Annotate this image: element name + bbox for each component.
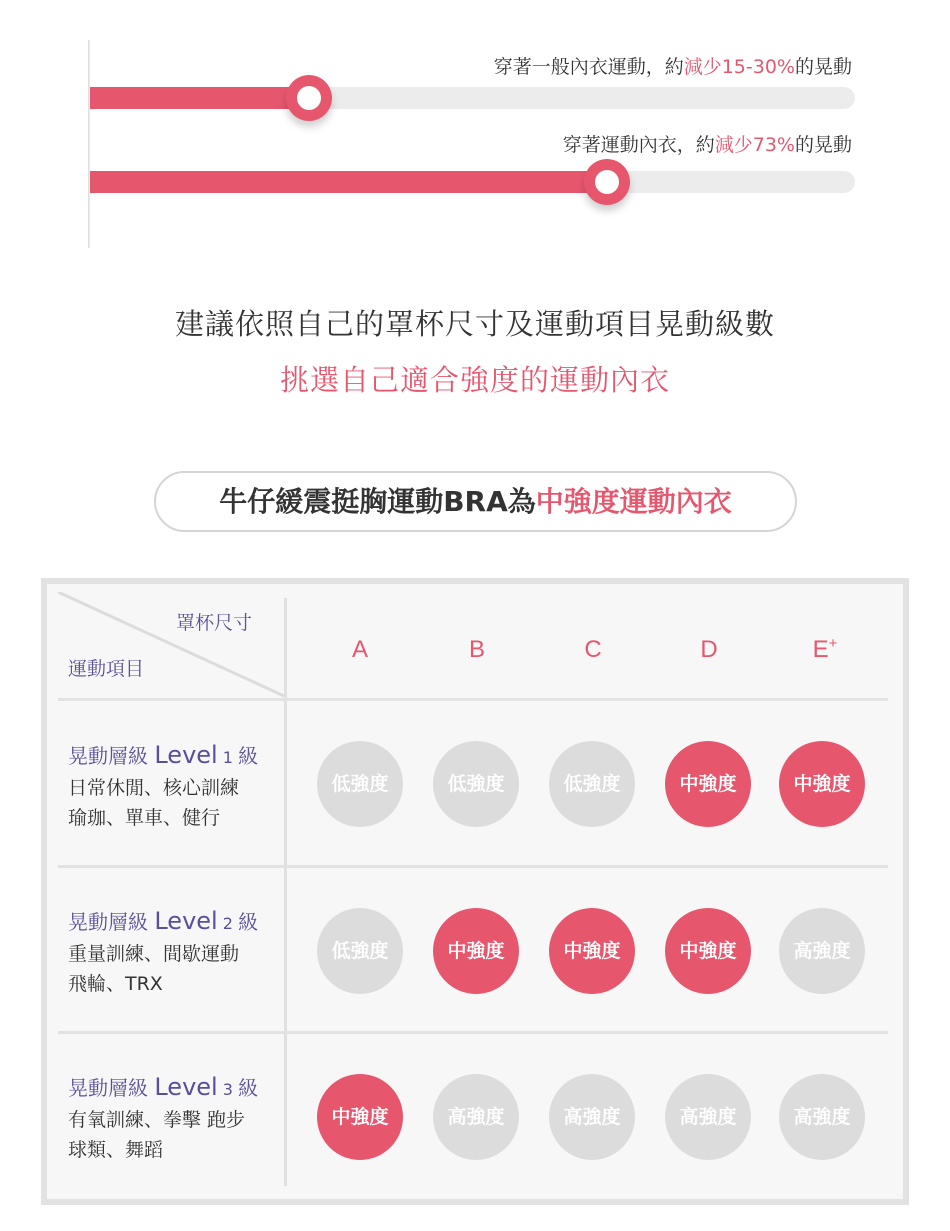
bar-1-label-text: 穿著一般內衣運動，約	[493, 56, 684, 78]
level-title-number: 2	[217, 914, 239, 933]
pill-text: 牛仔緩震挺胸運動BRA為	[219, 485, 536, 518]
intensity-cell-l3-c: 高強度	[549, 1074, 635, 1160]
intensity-cell-l2-c: 中強度	[549, 908, 635, 994]
level-title-en: Level	[154, 741, 218, 769]
intensity-cell-l2-b: 中強度	[433, 908, 519, 994]
bar-2-label-text: 穿著運動內衣，約	[562, 134, 715, 156]
intensity-cell-l2-d: 中強度	[665, 908, 751, 994]
intensity-cell-l3-b: 高強度	[433, 1074, 519, 1160]
corner-header-cup-size: 罩杯尺寸	[176, 612, 253, 634]
bar-2-label	[563, 130, 852, 157]
intensity-cell-l3-e-plus: 高強度	[779, 1074, 865, 1160]
intensity-cell-l3-d: 高強度	[665, 1074, 751, 1160]
bar-1-knob	[286, 75, 332, 121]
cup-letter: C	[584, 636, 602, 663]
cup-header-e-plus	[795, 636, 855, 664]
cup-header-d	[679, 636, 739, 664]
intensity-cell-l1-c: 低強度	[549, 741, 635, 827]
level-title-en: Level	[154, 907, 218, 935]
cup-letter: D	[700, 636, 718, 663]
row-2-sports-line-2: 飛輪、TRX	[68, 973, 163, 995]
row-3-level-title	[68, 1072, 258, 1101]
product-intensity-pill	[154, 471, 797, 532]
bar-2-label-highlight: 減少73%	[714, 134, 795, 156]
row-divider	[58, 865, 888, 868]
intensity-cell-l1-e-plus: 中強度	[779, 741, 865, 827]
intensity-cell-l1-d: 中強度	[665, 741, 751, 827]
bar-1-track	[90, 87, 855, 109]
row-divider	[58, 1031, 888, 1034]
level-title-cn: 晃動層級	[68, 744, 155, 768]
intensity-cell-l2-a: 低強度	[317, 908, 403, 994]
headline-line-1: 建議依照自己的罩杯尺寸及運動項目晃動級數	[174, 307, 775, 341]
pill-highlight: 中強度運動內衣	[535, 485, 732, 518]
cup-header-a	[330, 636, 390, 664]
cup-header-b	[447, 636, 507, 664]
intensity-cell-l3-a: 中強度	[317, 1074, 403, 1160]
cup-header-c	[563, 636, 623, 664]
bar-2-knob	[584, 159, 630, 205]
level-title-cn: 晃動層級	[68, 1076, 155, 1100]
level-title-tail: 級	[238, 744, 259, 768]
row-1-level-title	[68, 740, 258, 769]
intensity-cell-l2-e-plus: 高強度	[779, 908, 865, 994]
row-divider	[58, 698, 888, 701]
corner-header-sport: 運動項目	[68, 658, 145, 680]
bar-1-label	[494, 52, 852, 79]
level-title-number: 3	[217, 1080, 239, 1099]
level-title-tail: 級	[238, 910, 259, 934]
bar-1-fill	[90, 87, 309, 109]
row-1-sports-line-2: 瑜珈、單車、健行	[68, 807, 221, 829]
decorative-vertical-line	[88, 40, 91, 248]
row-2-level-title	[68, 906, 258, 935]
row-1-sports-line-1: 日常休閒、核心訓練	[68, 777, 240, 799]
level-title-cn: 晃動層級	[68, 910, 155, 934]
headline-line-2: 挑選自己適合強度的運動內衣	[279, 363, 670, 397]
column-divider	[284, 598, 287, 1186]
intensity-cell-l1-a: 低強度	[317, 741, 403, 827]
bar-1-label-tail: 的晃動	[794, 56, 852, 78]
row-3-sports-line-2: 球類、舞蹈	[68, 1139, 164, 1161]
bar-2-track	[90, 171, 855, 193]
bar-2-fill	[90, 171, 607, 193]
bar-1-label-highlight: 減少15-30%	[683, 56, 795, 78]
row-2-sports-line-1: 重量訓練、間歇運動	[68, 943, 240, 965]
row-3-sports-line-1: 有氧訓練、拳擊 跑步	[68, 1109, 246, 1131]
cup-letter: A	[351, 636, 368, 663]
level-title-en: Level	[154, 1073, 218, 1101]
intensity-cell-l1-b: 低強度	[433, 741, 519, 827]
level-title-number: 1	[217, 748, 239, 767]
bar-2-label-tail: 的晃動	[794, 134, 852, 156]
cup-letter: B	[468, 636, 485, 663]
level-title-tail: 級	[238, 1076, 259, 1100]
cup-superscript: +	[828, 635, 838, 652]
cup-letter: E	[812, 636, 829, 663]
